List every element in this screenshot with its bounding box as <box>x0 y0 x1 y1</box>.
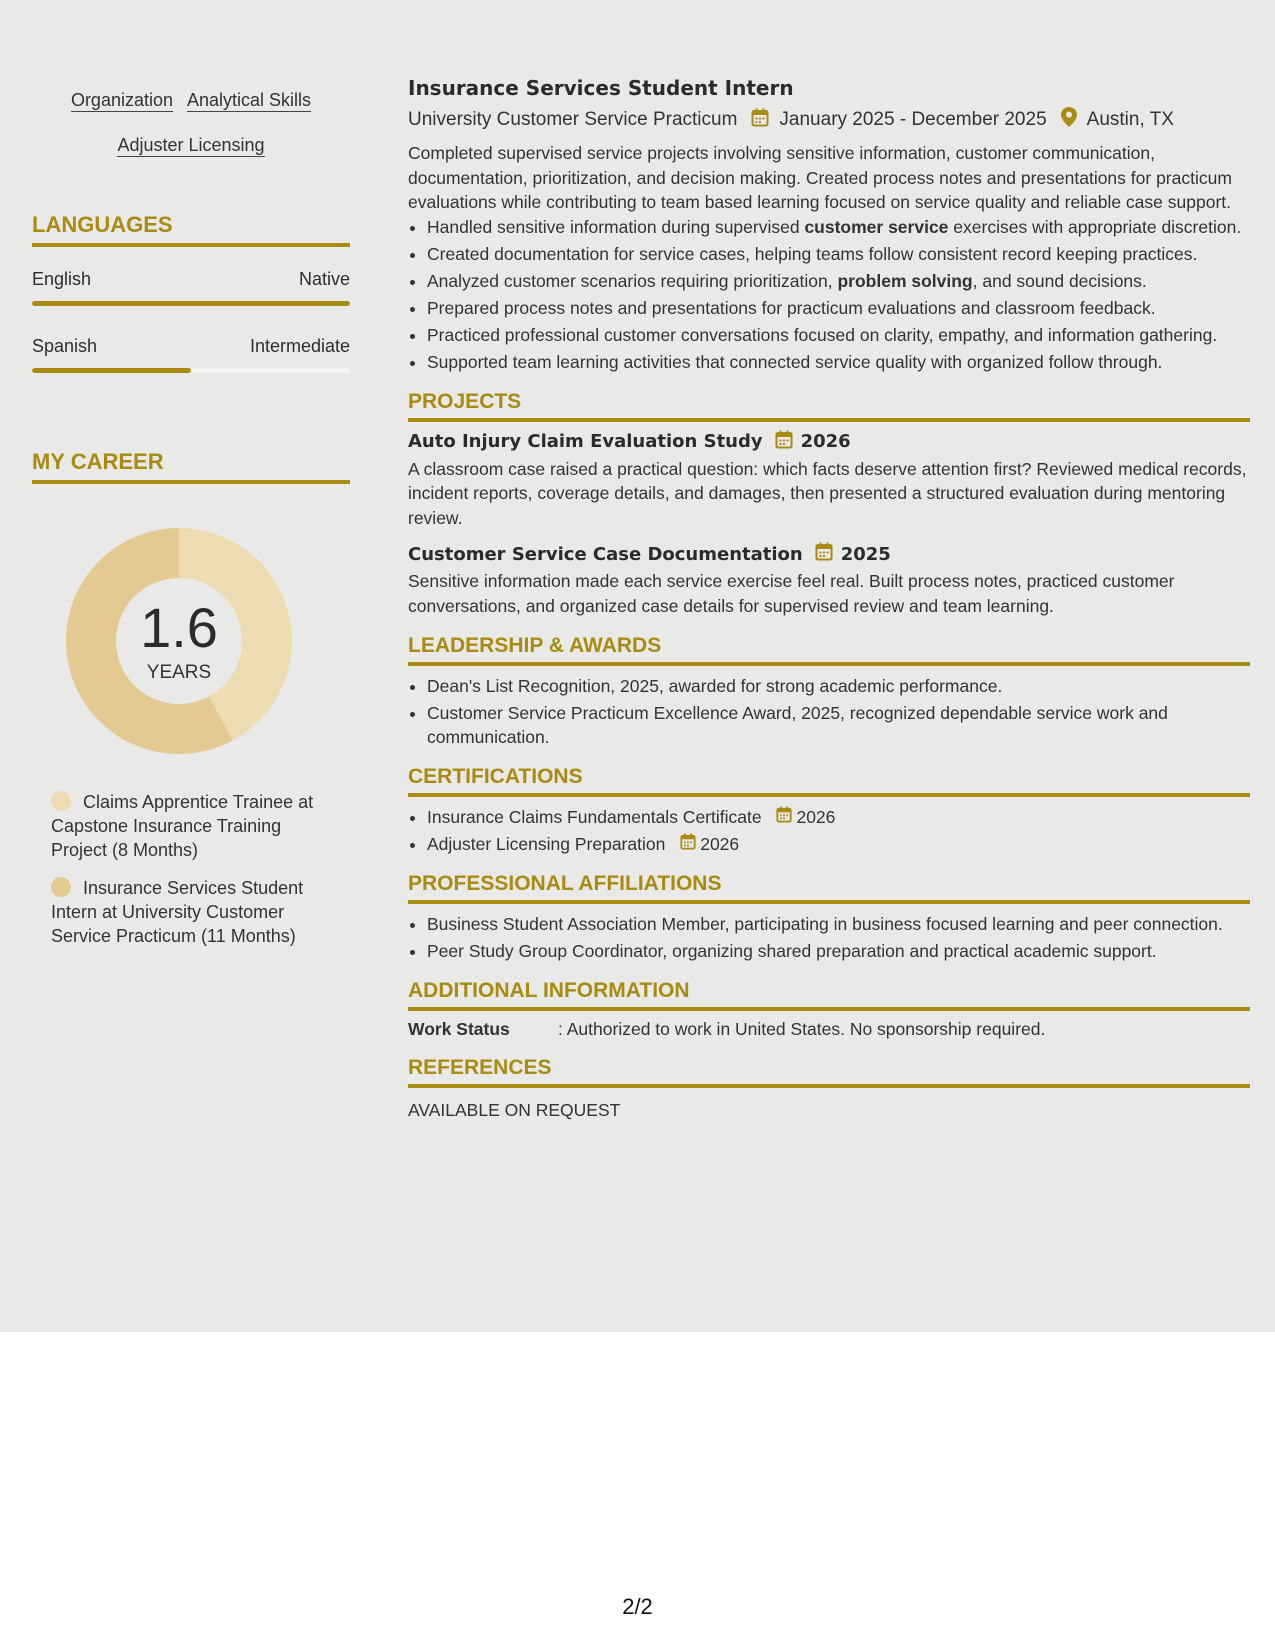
job-bullet: • Analyzed customer scenarios requiring prioritization, problem solving, and sound decisions. <box>427 269 1250 293</box>
certification-year: 2026 <box>700 834 740 854</box>
right-column <box>408 76 1250 1121</box>
project-item <box>408 430 1250 531</box>
language-row <box>32 269 350 290</box>
calendar-icon <box>815 542 833 566</box>
job-meta <box>408 107 1250 133</box>
donut-center <box>66 596 292 684</box>
references-text: AVAILABLE ON REQUEST <box>408 1100 621 1120</box>
job-bullet: • Handled sensitive information during supervised customer service exercises with appropriate discretion. <box>427 215 1250 239</box>
certification-name: Insurance Claims Fundamentals Certificate <box>427 807 762 827</box>
leadership-list <box>408 674 1250 749</box>
certification-item <box>427 832 1250 856</box>
language-bar-fill <box>32 368 191 373</box>
project-year: 2025 <box>840 543 891 565</box>
left-column <box>32 78 350 962</box>
work-status-row <box>408 1019 1250 1040</box>
calendar-icon <box>680 832 696 856</box>
career-donut-chart <box>66 528 292 754</box>
job-summary: Completed supervised service projects involving sensitive information, customer communication, documentation, prioritization, and decision making. Created process notes and presentations for practicum evaluations while contributing to team based learning focused on service quality and reliable case support. <box>408 143 1232 212</box>
legend-dot <box>51 791 71 811</box>
job-title: Insurance Services Student Intern <box>408 76 794 100</box>
affiliations-heading: PROFESSIONAL AFFILIATIONS <box>408 872 1250 904</box>
job-bullet: • Supported team learning activities that connected service quality with organized follow through. <box>427 350 1250 374</box>
language-row <box>32 336 350 357</box>
skills-list <box>32 78 350 168</box>
language-name: Spanish <box>32 336 98 356</box>
leadership-item: • Dean's List Recognition, 2025, awarded for strong academic performance. <box>427 674 1250 698</box>
project-description: Sensitive information made each service exercise feel real. Built process notes, practiced customer conversations, and organized case details for supervised review and team learning. <box>408 571 1175 616</box>
job-location: Austin, TX <box>1086 109 1174 130</box>
career-section <box>32 449 350 948</box>
legend-dot <box>51 877 71 897</box>
languages-heading: LANGUAGES <box>32 212 350 247</box>
project-item <box>408 542 1250 618</box>
certification-year: 2026 <box>796 807 836 827</box>
work-status-label: Work Status <box>408 1019 510 1039</box>
language-bar <box>32 301 350 306</box>
certification-item <box>427 805 1250 829</box>
project-year: 2026 <box>800 431 851 452</box>
career-heading: MY CAREER <box>32 449 350 484</box>
certifications-list <box>408 805 1250 856</box>
leadership-heading: LEADERSHIP & AWARDS <box>408 634 1250 666</box>
job-employer: University Customer Service Practicum <box>408 109 738 130</box>
job-bullets <box>408 215 1250 374</box>
language-bar-fill <box>32 301 350 306</box>
affiliation-item: • Peer Study Group Coordinator, organizing shared preparation and practical academic support. <box>427 939 1250 963</box>
leadership-item: • Customer Service Practicum Excellence Award, 2025, recognized dependable service work and communication. <box>427 701 1250 749</box>
job-dates: January 2025 - December 2025 <box>779 109 1047 130</box>
language-level: Native <box>298 269 350 289</box>
project-description: A classroom case raised a practical question: which facts deserve attention first? Reviewed medical records, incident reports, coverage details, and damages, then presented a structured evaluation during mentoring review. <box>408 458 1247 528</box>
certifications-heading: CERTIFICATIONS <box>408 765 1250 797</box>
career-years-value: 1.6 <box>140 596 218 659</box>
affiliations-list <box>408 912 1250 963</box>
location-pin-icon <box>1061 107 1077 133</box>
career-legend-item <box>51 876 341 948</box>
calendar-icon <box>775 430 793 454</box>
language-level: Intermediate <box>249 336 350 356</box>
language-bar <box>32 368 350 373</box>
job-bullet: • Practiced professional customer conversations focused on clarity, empathy, and information gathering. <box>427 323 1250 347</box>
project-name: Auto Injury Claim Evaluation Study <box>408 431 763 452</box>
career-item-text: Claims Apprentice Trainee at Capstone Insurance Training Project (8 Months) <box>51 792 314 860</box>
projects-heading: PROJECTS <box>408 390 1250 422</box>
career-legend-item <box>51 790 341 862</box>
project-name: Customer Service Case Documentation <box>408 543 803 565</box>
affiliation-item: • Business Student Association Member, participating in business focused learning and peer connection. <box>427 912 1250 936</box>
career-legend <box>51 790 341 948</box>
skill-tag: Organization <box>70 90 173 110</box>
calendar-icon <box>751 108 769 133</box>
languages-section <box>32 212 350 373</box>
page-number: 2/2 <box>622 1594 653 1619</box>
language-name: English <box>32 269 92 289</box>
work-status-value: : Authorized to work in United States. No sponsorship required. <box>558 1019 1046 1039</box>
career-item-text: Insurance Services Student Intern at University Customer Service Practicum (11 Months) <box>51 878 304 946</box>
calendar-icon <box>776 805 792 829</box>
job-bullet: • Prepared process notes and presentations for practicum evaluations and classroom feedback. <box>427 296 1250 320</box>
skill-tag: Analytical Skills <box>187 90 312 110</box>
job-bullet: • Created documentation for service cases, helping teams follow consistent record keeping practices. <box>427 242 1250 266</box>
additional-heading: ADDITIONAL INFORMATION <box>408 979 1250 1011</box>
certification-name: Adjuster Licensing Preparation <box>427 834 666 854</box>
career-years-label: YEARS <box>146 662 212 683</box>
skill-tag: Adjuster Licensing <box>117 135 265 155</box>
references-heading: REFERENCES <box>408 1056 1250 1088</box>
